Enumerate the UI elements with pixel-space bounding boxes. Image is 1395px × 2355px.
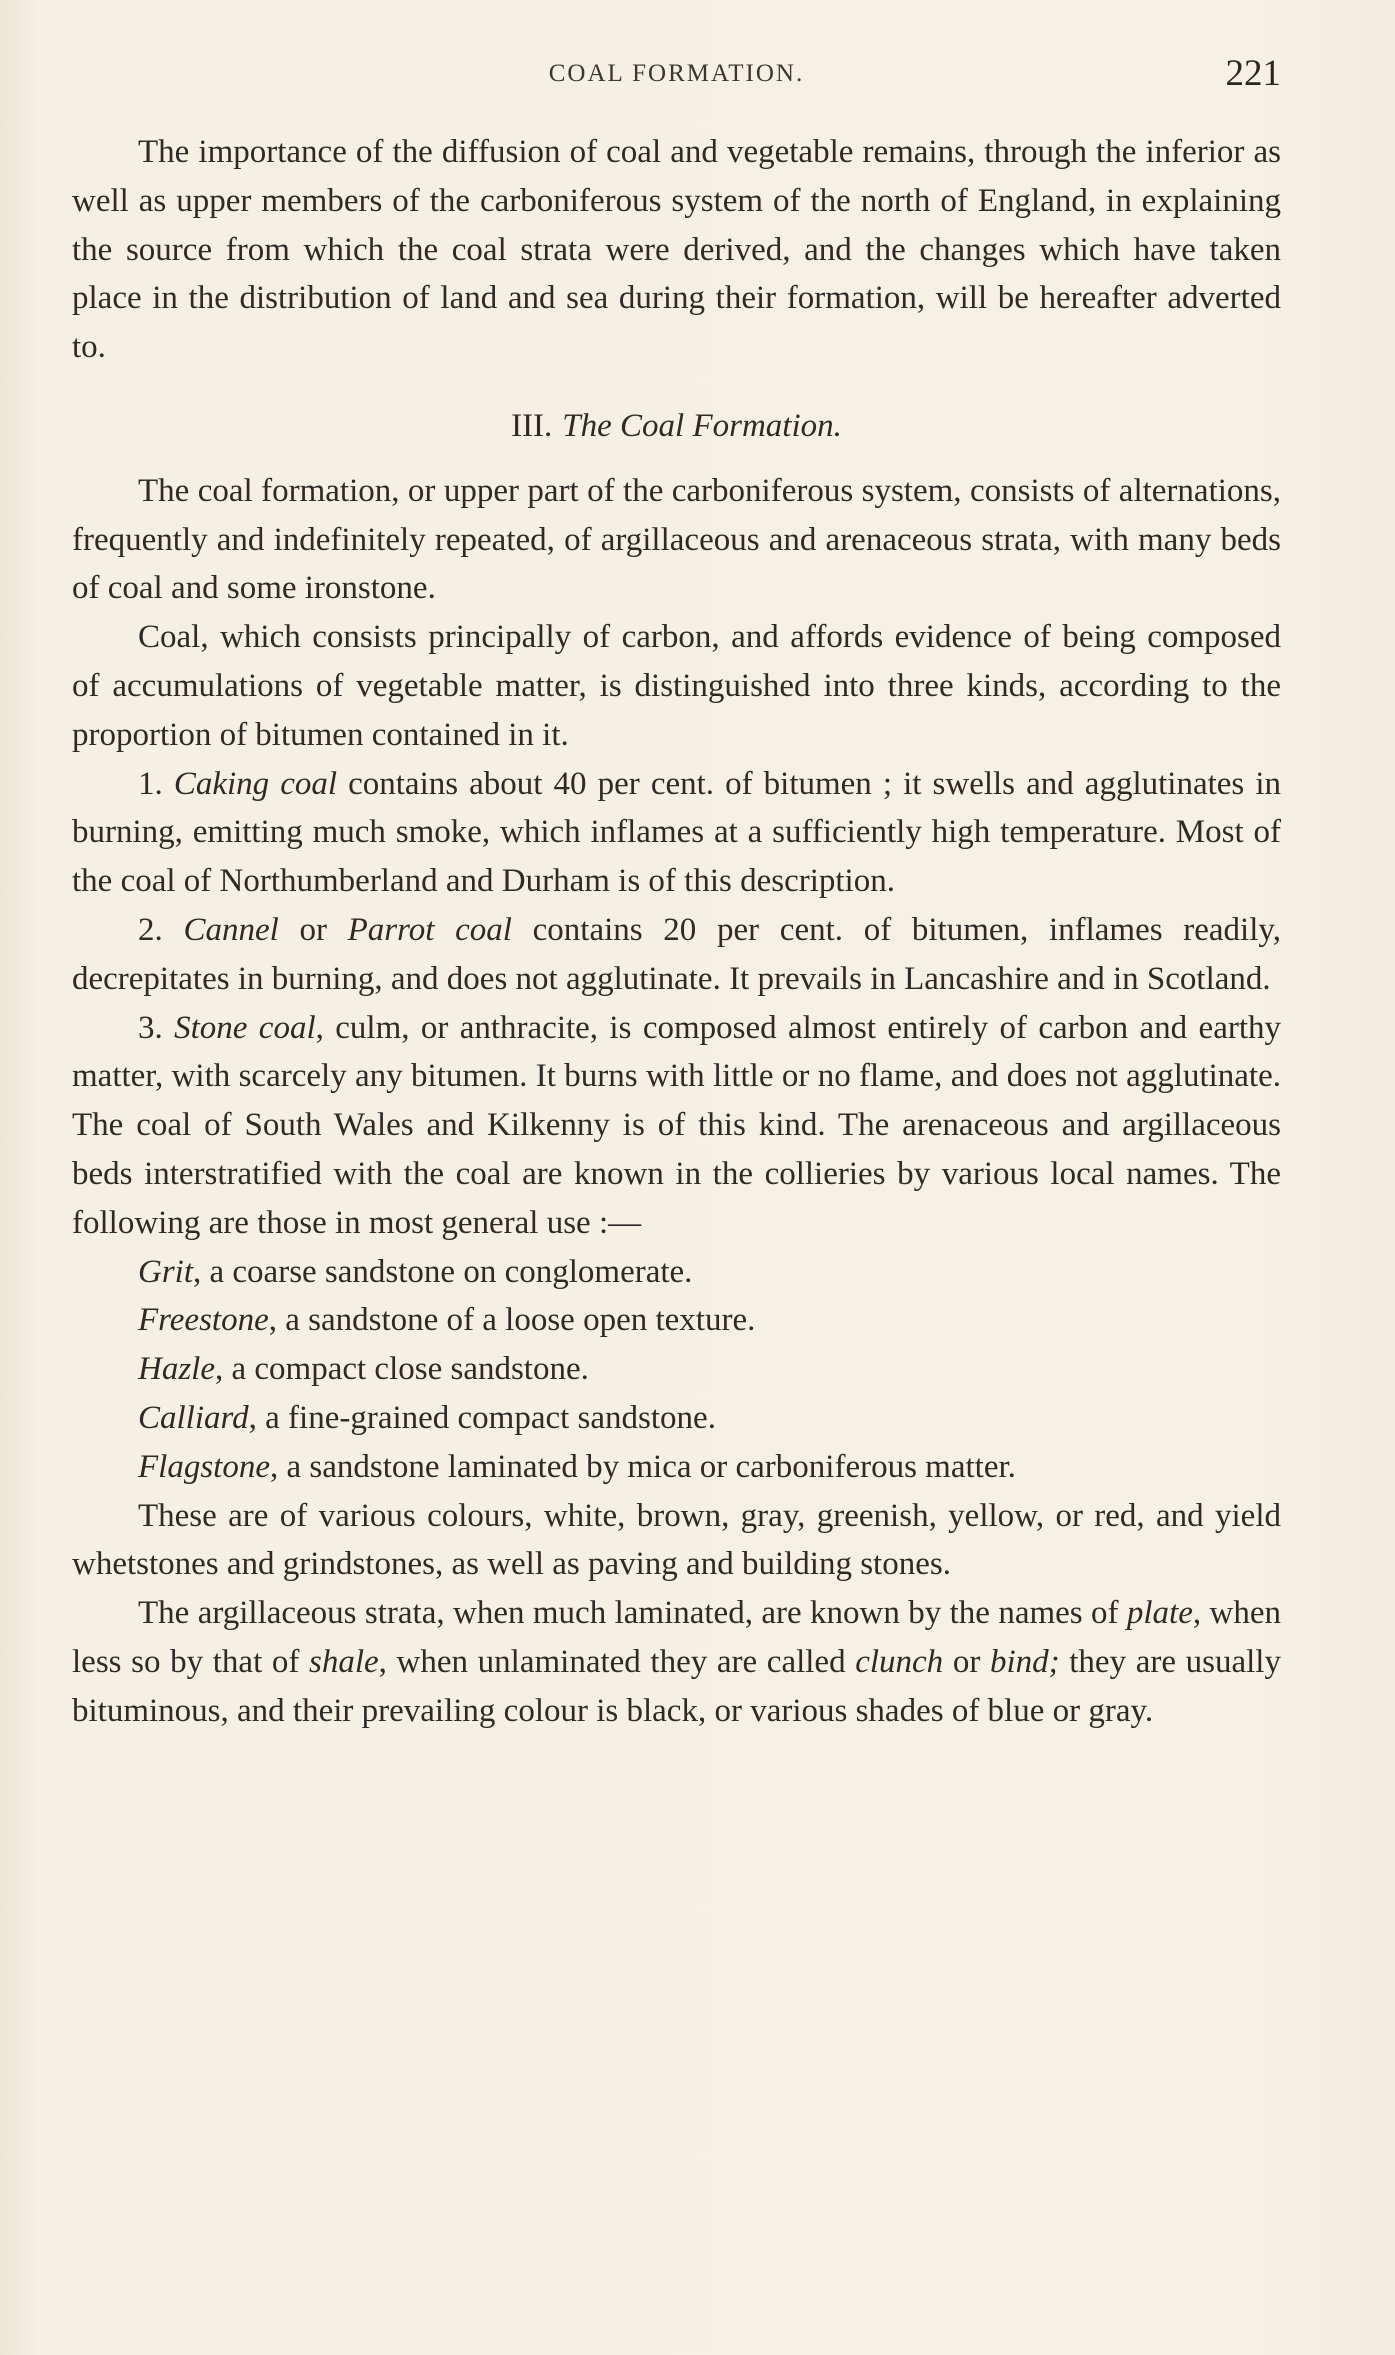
- paragraph-colours: These are of various colours, white, brown, gray, greenish, yellow, or red, and yield whetstones and grindstones, as well as paving and building stones.: [72, 1497, 1281, 1583]
- local-name-definition: , a compact close sandstone.: [215, 1351, 589, 1388]
- text-run: or: [943, 1643, 990, 1680]
- term-bind: bind;: [989, 1643, 1060, 1680]
- page-number: 221: [1225, 53, 1281, 94]
- intro-paragraph: The importance of the diffusion of coal and vegetable remains, through the inferior as well as upper members of the carboniferous system of the north of England, in explaining the source from which the coal strata were derived, and the changes which have taken place in the distribution of land and sea during their formation, will be hereafter adverted to.: [72, 134, 1281, 366]
- coal-kind-text: , culm, or anthracite, is composed almost entirely of carbon and earthy matter, with scarcely any bitumen. It burns with little or no flame, and does not agglutinate. The coal of South Wales and Kilkenny is of this kind. The arenaceous and argillaceous beds interstratified with the coal are known in the collieries by various local names. The following are those in most general use :—: [72, 1009, 1282, 1241]
- term-shale: shale: [309, 1643, 379, 1680]
- paragraph-coal-kinds: Coal, which consists principally of carbon, and affords evidence of being composed of accumulations of vegetable matter, is distinguished into three kinds, according to the proportion of bitumen contained in it.: [72, 619, 1281, 753]
- local-name-calliard: [72, 1394, 1281, 1443]
- local-name-hazle: [72, 1345, 1281, 1394]
- text-run: The argillaceous strata, when much laminated, are known by the names of: [138, 1595, 1127, 1632]
- list-number: 1.: [138, 765, 163, 802]
- local-name-term: Calliard: [138, 1399, 249, 1436]
- coal-kind-name: Stone coal: [174, 1009, 316, 1046]
- list-number: 2.: [138, 911, 163, 948]
- paragraph-argillaceous: [72, 1589, 1281, 1735]
- coal-kind-name: Caking coal: [173, 765, 338, 802]
- body-text: [72, 128, 1281, 1736]
- term-plate: plate: [1126, 1595, 1193, 1632]
- local-name-definition: , a fine-grained compact sandstone.: [248, 1399, 716, 1436]
- local-name-definition: , a sandstone laminated by mica or carboniferous matter.: [269, 1448, 1016, 1485]
- paragraph-coal-formation: The coal formation, or upper part of the carboniferous system, consists of alternations, frequently and indefinitely repeated, of argillaceous and arenaceous strata, with many beds of coal and some ironstone.: [72, 472, 1281, 607]
- local-name-flagstone: [72, 1443, 1281, 1492]
- coal-kind-stone: [72, 1004, 1281, 1248]
- connector-text: or: [278, 911, 348, 948]
- term-clunch: clunch: [855, 1643, 944, 1680]
- coal-kind-name-alt: Parrot coal: [347, 911, 512, 948]
- local-name-definition: , a sandstone of a loose open texture.: [268, 1302, 756, 1339]
- coal-kind-caking: [72, 760, 1281, 906]
- list-number: 3.: [138, 1009, 163, 1046]
- local-name-term: Hazle: [138, 1351, 215, 1388]
- local-name-grit: [72, 1248, 1281, 1297]
- local-name-term: Freestone: [138, 1302, 269, 1339]
- text-run: , when unlaminated they are called: [378, 1643, 856, 1680]
- local-name-definition: , a coarse sandstone on conglomerate.: [193, 1253, 693, 1290]
- text-run: , when less so by that of: [72, 1595, 1281, 1680]
- section-number: III.: [511, 407, 553, 444]
- coal-kind-cannel: [72, 906, 1281, 1004]
- text-run: they are usually bituminous, and their prevailing colour is black, or various shades of blue or gray.: [72, 1643, 1281, 1729]
- coal-kind-name: Cannel: [183, 911, 279, 948]
- running-head-title: COAL FORMATION.: [548, 60, 805, 87]
- section-title: The Coal Formation.: [562, 407, 842, 444]
- coal-kind-text: contains 20 per cent. of bitumen, inflames readily, decrepitates in burning, and does not agglutinate. It prevails in Lancashire and in Scotland.: [72, 911, 1281, 997]
- coal-kind-text: contains about 40 per cent. of bitumen ; it swells and agglutinates in burning, emitting much smoke, which inflames at a sufficiently high temperature. Most of the coal of Northumberland and Durham is of this description.: [72, 765, 1281, 900]
- section-heading: [72, 402, 1281, 451]
- local-name-term: Grit: [138, 1253, 194, 1290]
- local-name-term: Flagstone: [138, 1448, 270, 1485]
- local-name-freestone: [72, 1296, 1281, 1345]
- running-head: [72, 52, 1281, 102]
